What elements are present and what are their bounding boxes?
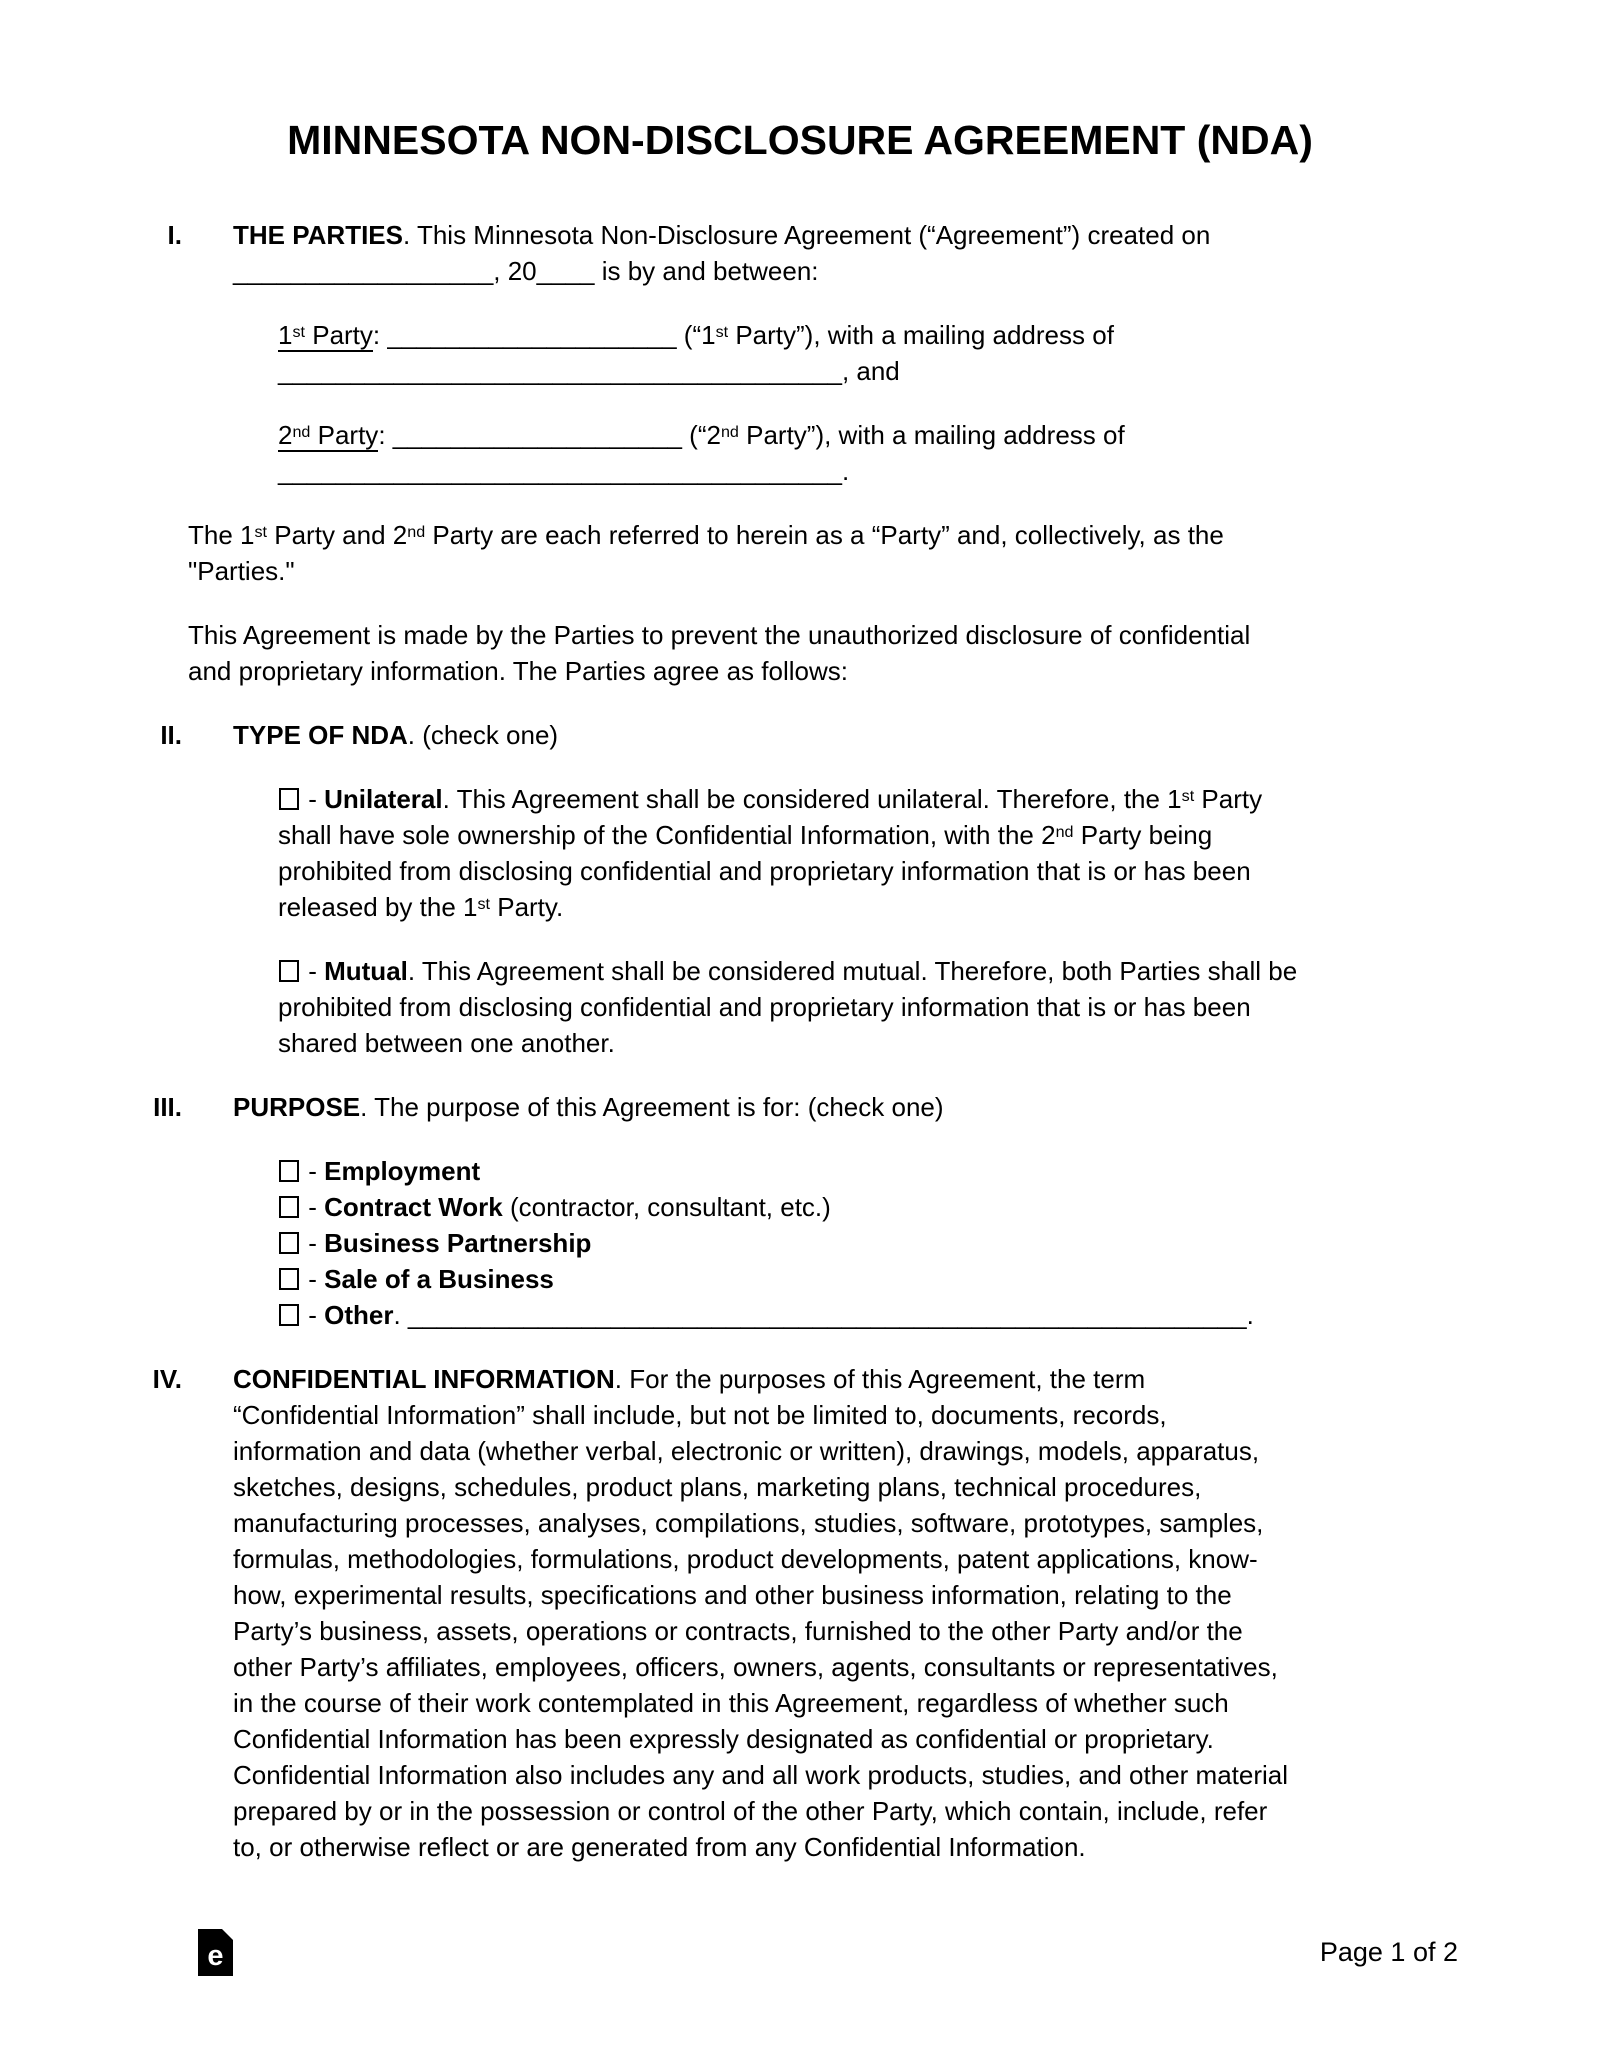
text-run: Party: [310, 420, 379, 451]
text-run: . __________________________________________________________.: [393, 1300, 1254, 1331]
text-run: (contractor, consultant, etc.): [502, 1192, 831, 1223]
text-run: Party”), with a mailing address of: [738, 420, 1125, 451]
text-run: PURPOSE: [233, 1092, 361, 1123]
text-run: shall have sole ownership of the Confidential Information, with the 2: [278, 820, 1056, 851]
text-run: : ____________________ (“1: [372, 320, 716, 351]
text-line: [233, 217, 1210, 253]
text-run: -: [301, 956, 325, 987]
text-run: in the course of their work contemplated in this Agreement, regardless of whether such: [233, 1688, 1229, 1719]
text-run: other Party’s affiliates, employees, officers, owners, agents, consultants or representatives,: [233, 1652, 1278, 1683]
text-run: Party: [305, 320, 373, 351]
agreement-purpose-paragraph: [188, 617, 1412, 689]
second-party-block: [278, 417, 1412, 489]
text-run: . The purpose of this Agreement is for: (check one): [360, 1092, 944, 1123]
text-run: CONFIDENTIAL INFORMATION: [233, 1364, 615, 1395]
text-run: Sale of a Business: [324, 1264, 554, 1295]
text-line: [233, 1433, 1288, 1469]
text-run: Business Partnership: [324, 1228, 592, 1259]
checkbox-icon[interactable]: [279, 1304, 299, 1326]
text-run: -: [301, 1228, 325, 1259]
text-line: [233, 253, 1210, 289]
unilateral-option-paragraph: [278, 781, 1412, 925]
text-run: Other: [324, 1300, 394, 1331]
superscript-text: nd: [407, 523, 426, 542]
section-number: IV.: [152, 1364, 182, 1395]
text-run: prohibited from disclosing confidential and proprietary information that is or has been: [278, 856, 1251, 887]
text-line: [188, 517, 1412, 553]
underlined-text: [278, 320, 373, 352]
text-run: manufacturing processes, analyses, compilations, studies, software, prototypes, samples,: [233, 1508, 1264, 1539]
text-run: Unilateral: [324, 784, 443, 815]
checkbox-icon[interactable]: [279, 960, 299, 982]
text-line: [278, 989, 1412, 1025]
text-run: This Agreement is made by the Parties to prevent the unauthorized disclosure of confidential: [188, 620, 1251, 651]
text-run: TYPE OF NDA: [233, 720, 408, 751]
checkbox-icon[interactable]: [279, 1232, 299, 1254]
section-the-parties-text: [233, 217, 1210, 289]
text-run: information and data (whether verbal, electronic or written), drawings, models, apparatus,: [233, 1436, 1260, 1467]
text-line: [233, 1469, 1288, 1505]
superscript-text: st: [715, 323, 729, 342]
text-line: [278, 853, 1412, 889]
text-run: The 1: [188, 520, 255, 551]
text-run: shared between one another.: [278, 1028, 615, 1059]
text-line: [233, 1577, 1288, 1613]
text-run: “Confidential Information” shall include, but not be limited to, documents, records,: [233, 1400, 1167, 1431]
text-run: Confidential Information has been expressly designated as confidential or proprietary.: [233, 1724, 1214, 1755]
superscript-text: st: [254, 523, 268, 542]
text-line: [233, 1757, 1288, 1793]
text-run: Employment: [324, 1156, 481, 1187]
eforms-logo-letter: e: [207, 1940, 224, 1972]
superscript-text: nd: [720, 423, 739, 442]
page-number-label: Page 1 of 2: [1319, 1937, 1458, 1967]
text-line: [278, 1189, 1412, 1225]
superscript-text: st: [1181, 787, 1195, 806]
text-line: [233, 1397, 1288, 1433]
section-type-of-nda-text: [233, 717, 558, 753]
text-run: "Parties.": [188, 556, 295, 587]
text-run: to, or otherwise reflect or are generated from any Confidential Information.: [233, 1832, 1086, 1863]
section-the-parties: [167, 217, 1412, 289]
text-run: -: [301, 1264, 325, 1295]
text-run: . This Agreement shall be considered unilateral. Therefore, the 1: [442, 784, 1182, 815]
section-purpose-text: [233, 1089, 944, 1125]
text-run: Party are each referred to herein as a “Party” and, collectively, as the: [425, 520, 1224, 551]
text-line: [233, 1613, 1288, 1649]
text-run: and proprietary information. The Parties agree as follows:: [188, 656, 848, 687]
text-line: [233, 1721, 1288, 1757]
text-run: Confidential Information also includes any and all work products, studies, and other material: [233, 1760, 1289, 1791]
text-line: [233, 1649, 1288, 1685]
mutual-option-paragraph: [278, 953, 1412, 1061]
text-run: prepared by or in the possession or control of the other Party, which contain, include, refer: [233, 1796, 1268, 1827]
text-run: . This Minnesota Non-Disclosure Agreement (“Agreement”) created on: [402, 220, 1211, 251]
text-line: [278, 1025, 1412, 1061]
purpose-checkbox-list: [278, 1153, 1412, 1333]
first-party-block: [278, 317, 1412, 389]
text-run: Party”), with a mailing address of: [728, 320, 1114, 351]
text-line: [233, 1685, 1288, 1721]
underlined-text: [278, 420, 378, 452]
text-line: [233, 1829, 1288, 1865]
text-line: [278, 417, 1412, 453]
text-line: [233, 1361, 1288, 1397]
text-run: -: [301, 784, 325, 815]
text-line: [233, 1505, 1288, 1541]
text-run: Party.: [490, 892, 564, 923]
text-run: THE PARTIES: [233, 220, 403, 251]
text-run: . (check one): [407, 720, 559, 751]
superscript-text: st: [477, 895, 490, 914]
text-run: -: [301, 1192, 325, 1223]
text-run: Mutual: [324, 956, 408, 987]
section-purpose: [153, 1089, 1412, 1125]
text-run: _______________________________________, and: [278, 356, 900, 387]
text-line: [278, 353, 1412, 389]
text-run: Contract Work: [324, 1192, 503, 1223]
text-line: [188, 553, 1412, 589]
checkbox-icon[interactable]: [279, 1160, 299, 1182]
checkbox-icon[interactable]: [279, 1268, 299, 1290]
superscript-text: st: [292, 323, 305, 342]
text-line: [278, 889, 1412, 925]
text-run: -: [301, 1300, 325, 1331]
text-run: 2: [278, 420, 293, 451]
text-line: [188, 653, 1412, 689]
section-number: III.: [153, 1092, 182, 1123]
text-line: [233, 1089, 944, 1125]
text-line: [278, 453, 1412, 489]
text-run: -: [301, 1156, 325, 1187]
text-line: [278, 781, 1412, 817]
text-run: prohibited from disclosing confidential and proprietary information that is or has been: [278, 992, 1251, 1023]
text-line: [233, 717, 558, 753]
text-run: Party being: [1073, 820, 1213, 851]
superscript-text: nd: [292, 423, 311, 442]
checkbox-icon[interactable]: [279, 1196, 299, 1218]
text-run: Party’s business, assets, operations or contracts, furnished to the other Party and/or the: [233, 1616, 1243, 1647]
parties-definition-paragraph: [188, 517, 1412, 589]
eforms-logo: [198, 1929, 233, 1976]
text-line: [278, 1225, 1412, 1261]
text-line: [233, 1541, 1288, 1577]
section-confidential-information-text: [233, 1361, 1288, 1865]
section-number: I.: [167, 220, 182, 251]
text-line: [278, 817, 1412, 853]
text-line: [233, 1793, 1288, 1829]
text-run: __________________, 20____ is by and between:: [233, 256, 819, 287]
text-line: [278, 1153, 1412, 1189]
text-run: sketches, designs, schedules, product plans, marketing plans, technical procedures,: [233, 1472, 1202, 1503]
checkbox-icon[interactable]: [279, 788, 299, 810]
text-line: [278, 1297, 1412, 1333]
text-run: . This Agreement shall be considered mutual. Therefore, both Parties shall be: [407, 956, 1298, 987]
text-run: _______________________________________.: [278, 456, 850, 487]
text-run: Party and 2: [267, 520, 408, 551]
text-line: [278, 953, 1412, 989]
text-line: [188, 617, 1412, 653]
text-run: released by the 1: [278, 892, 478, 923]
section-number: II.: [160, 720, 182, 751]
text-line: [278, 1261, 1412, 1297]
superscript-text: nd: [1055, 823, 1074, 842]
text-run: 1: [278, 320, 293, 351]
section-type-of-nda: [160, 717, 1412, 753]
text-run: . For the purposes of this Agreement, the term: [614, 1364, 1146, 1395]
text-run: : ____________________ (“2: [378, 420, 721, 451]
text-run: formulas, methodologies, formulations, product developments, patent applications, know-: [233, 1544, 1258, 1575]
text-run: how, experimental results, specifications and other business information, relating to the: [233, 1580, 1232, 1611]
section-confidential-information: [152, 1361, 1412, 1865]
text-run: Party: [1194, 784, 1263, 815]
text-line: [278, 317, 1412, 353]
page-title: MINNESOTA NON-DISCLOSURE AGREEMENT (NDA): [287, 117, 1313, 163]
